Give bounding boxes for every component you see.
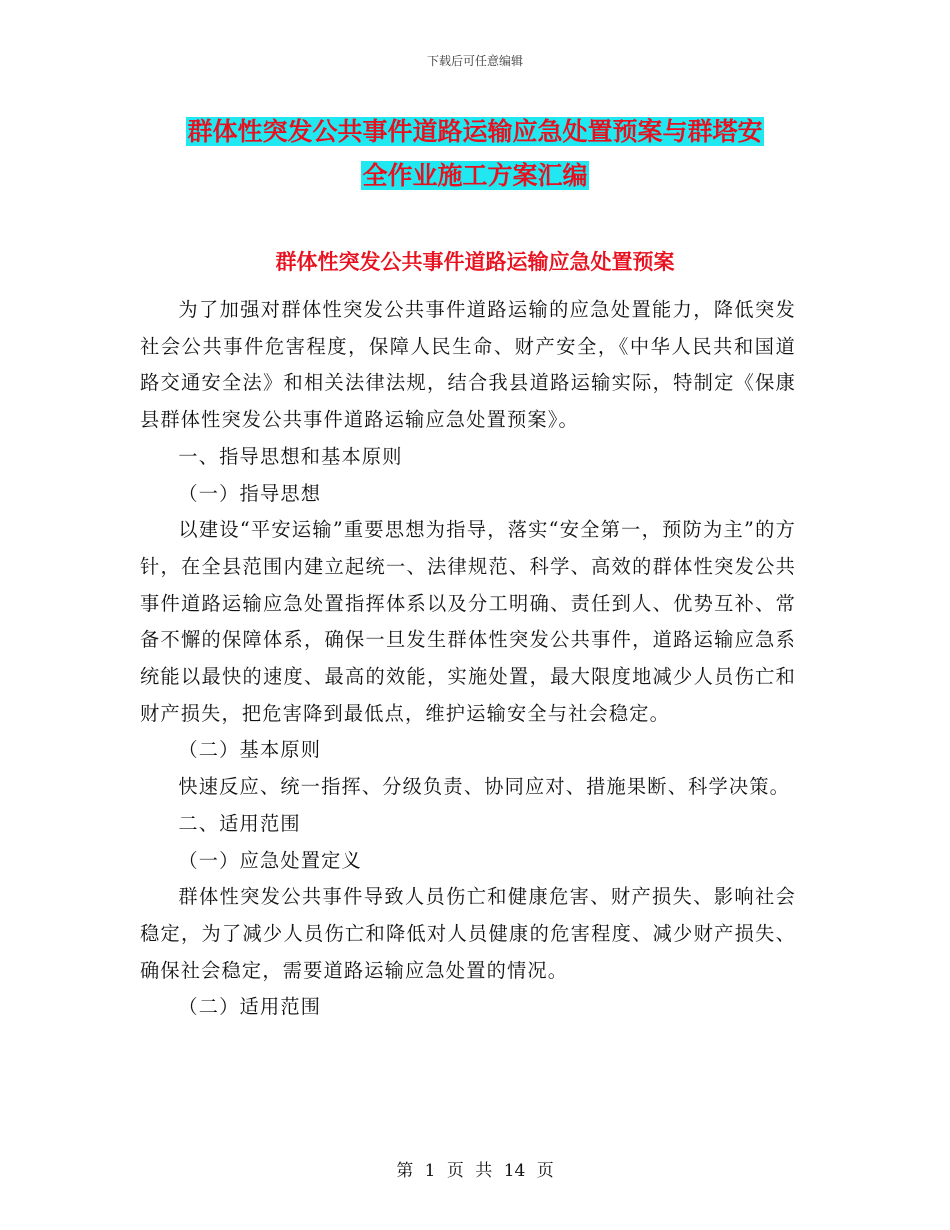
paragraph-definition: 群体性突发公共事件导致人员伤亡和健康危害、财产损失、影响社会稳定，为了减少人员伤亡和降低对人员健康的危害程度、减少财产损失、确保社会稳定，需要道路运输应急处置的情况。	[140, 885, 796, 982]
heading-guiding-principles: 一、指导思想和基本原则	[178, 444, 403, 468]
paragraph-basic-principles: 快速反应、统一指挥、分级负责、协同应对、措施果断、科学决策。	[178, 775, 791, 799]
page-footer: 第 1 页 共 14 页	[396, 1161, 554, 1181]
header-note: 下载后可任意编辑	[426, 54, 523, 68]
heading-scope: 二、适用范围	[178, 811, 301, 835]
paragraph-guiding-thought: 以建设“平安运输”重要思想为指导，落实“安全第一，预防为主”的方针，在全县范围内建立起统一、法律规范、科学、高效的群体性突发公共事件道路运输应急处置指挥体系以及分工明确、责任到人、优势互补、常备不懈的保障体系，确保一旦发生群体性突发公共事件，道路运输应急系统能以最快的速度、最高的效能，实施处置，最大限度地减少人员伤亡和财产损失，把危害降到最低点，维护运输安全与社会稳定。	[140, 518, 796, 725]
paragraph-intro: 为了加强对群体性突发公共事件道路运输的应急处置能力，降低突发社会公共事件危害程度，保障人民生命、财产安全，《中华人民共和国道路交通安全法》和相关法律法规，结合我县道路运输实际，特制定《保康县群体性突发公共事件道路运输应急处置预案》。	[140, 298, 796, 432]
title-text-1: 群体性突发公共事件道路运输应急处置预案与群塔安	[187, 117, 763, 146]
document-title-line-2	[140, 154, 810, 198]
title-text-2: 全作业施工方案汇编	[362, 161, 588, 190]
subheading-basic-principles: （二）基本原则	[178, 738, 322, 762]
subheading-definition: （一）应急处置定义	[178, 848, 362, 872]
document-body	[140, 292, 796, 1026]
section-title: 群体性突发公共事件道路运输应急处置预案	[275, 250, 675, 274]
subheading-scope: （二）适用范围	[178, 995, 322, 1019]
document-title-line-1	[140, 110, 810, 154]
subheading-guiding-thought: （一）指导思想	[178, 481, 322, 505]
